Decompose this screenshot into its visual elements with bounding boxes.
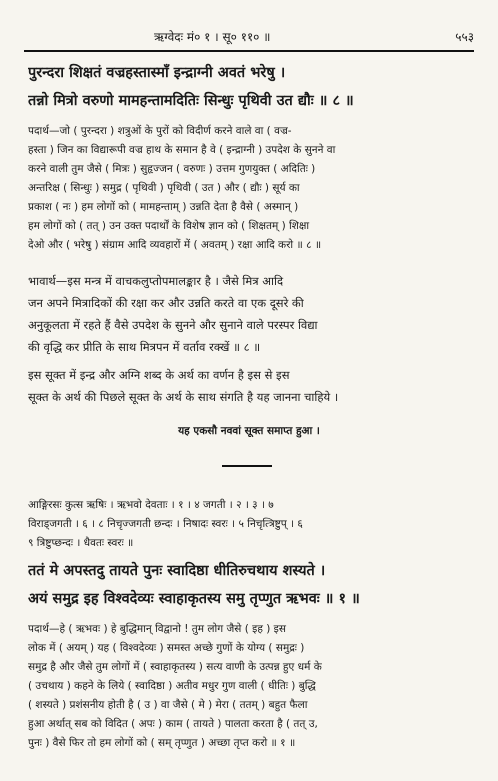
text-line: विराड्जगती । ६ । ८ निचृज्जगती छन्दः । निषादः स्वरः । ५ निचृत्त्रिष्टुप् । ६	[28, 518, 303, 530]
sukta-end-note: यह एकसौ नववां सूक्त समाप्त हुआ ।	[178, 425, 320, 437]
anukramani	[28, 496, 478, 553]
text-line: हम लोगों को ( तत् ) उन उक्त पदार्थों के विशेष ज्ञान को ( शिक्षतम् ) शिक्षा	[28, 220, 310, 232]
text-line: की वृद्धि कर प्रीति के साथ मित्रपन में वर्ताव रक्खें ॥ ८ ॥	[28, 340, 261, 354]
header-rule	[24, 50, 474, 52]
text-line: भावार्थ—इस मन्त्र में वाचकलुप्तोपमालङ्कार है । जैसे मित्र आदि	[28, 274, 284, 288]
text-line: प्रकाश ( नः ) हम लोगों को ( मामहन्ताम् ) उन्नति देता है वैसे ( अस्मान् )	[28, 201, 299, 213]
page-number: ५५३	[455, 30, 474, 44]
text-line: समुद्र है और जैसे तुम लोगों में ( स्वाहाकृतस्य ) सत्य वाणी के उत्पन्न हुए धर्म के	[28, 661, 322, 673]
text-line: ( शस्यते ) प्रशंसनीय होती है ( उ ) वा जैसे ( मे ) मेरा ( ततम् ) बहुत फैला	[28, 699, 308, 711]
mantra-8-line-2: तन्नो मित्रो वरुणो मामहन्तामदितिः सिन्धुः पृथिवी उत द्यौः ॥ ८ ॥	[28, 93, 354, 109]
text-line: अन्तरिक्ष ( सिन्धुः ) समुद्र ( पृथिवी ) पृथिवी ( उत ) और ( द्यौः ) सूर्य का	[28, 182, 300, 194]
text-line: हुआ अर्थात् सब को विदित ( अपः ) काम ( तायते ) पालता करता है ( तत् उ,	[28, 718, 318, 730]
mantra-1-line-1: ततं मे अपस्तदु तायते पुनः स्वादिष्ठा धीतिरुचथाय शस्यते ।	[28, 563, 326, 579]
text-line: हस्ता ) जिन का विद्यारूपी वज्र हाथ के समान है वे ( इन्द्राग्नी ) उपदेश के सुनने वा	[28, 144, 336, 156]
text-line: ९ त्रिष्टुप्छन्दः । धैवतः स्वरः ॥	[28, 537, 134, 549]
text-line: करने वाली तुम जैसे ( मित्रः ) सुहृज्जन ( वरुणः ) उत्तम गुणयुक्त ( अदितिः )	[28, 163, 316, 175]
padartha-1	[28, 620, 478, 753]
text-line: अनुकूलता में रहते हैं वैसे उपदेश के सुनने और सुनाने वाले परस्पर विद्या	[28, 318, 318, 332]
text-line: आङ्गिरसः कुत्स ऋषिः । ऋभवो देवताः । १ । ४ जगती । २ । ३ । ७	[28, 499, 274, 511]
mantra-8-line-1: पुरन्दरा शिक्षतं वज्रहस्तास्माँ इन्द्राग्नी अवतं भरेषु ।	[28, 65, 286, 81]
text-line: पुनः ) वैसे फिर तो हम लोगों को ( सम् तृप्णुत ) अच्छा तृप्त करो ॥ १ ॥	[28, 737, 296, 749]
text-line: इस सूक्त में इन्द्र और अग्नि शब्द के अर्थ का वर्णन है इस से इस	[28, 368, 290, 382]
bhavartha-8	[28, 270, 478, 358]
padartha-8	[28, 122, 478, 255]
section-divider	[222, 465, 272, 467]
mantra-1-line-2: अयं समुद्र इह विश्वदेव्यः स्वाहाकृतस्य समु तृप्णुत ऋभवः ॥ १ ॥	[28, 591, 360, 607]
page-header	[24, 28, 474, 50]
text-line: ( उचथाय ) कहने के लिये ( स्वादिष्ठा ) अतीव मधुर गुण वाली ( धीतिः ) बुद्धि	[28, 680, 316, 692]
running-title: ऋग्वेदः मं० १ । सू० ११० ॥	[154, 30, 271, 44]
text-line: पदार्थ—जो ( पुरन्दरा ) शत्रुओं के पुरों को विदीर्ण करने वाले वा ( वज्र-	[28, 125, 292, 137]
text-line: जन अपने मित्रादिकों की रक्षा कर और उन्नति करते वा एक दूसरे की	[28, 296, 304, 310]
text-line: सूक्त के अर्थ की पिछले सूक्त के अर्थ के साथ संगति है यह जानना चाहिये ।	[28, 390, 339, 404]
text-line: लोक में ( अयम् ) यह ( विश्वदेव्यः ) समस्त अच्छे गुणों के योग्य ( समुद्रः )	[28, 642, 305, 654]
text-line: पदार्थ—हे ( ऋभवः ) हे बुद्धिमान् विद्वानो ! तुम लोग जैसे ( इह ) इस	[28, 623, 286, 635]
sukta-summary	[28, 364, 478, 408]
text-line: देओ और ( भरेषु ) संग्राम आदि व्यवहारों में ( अवतम् ) रक्षा आदि करो ॥ ८ ॥	[28, 239, 322, 251]
